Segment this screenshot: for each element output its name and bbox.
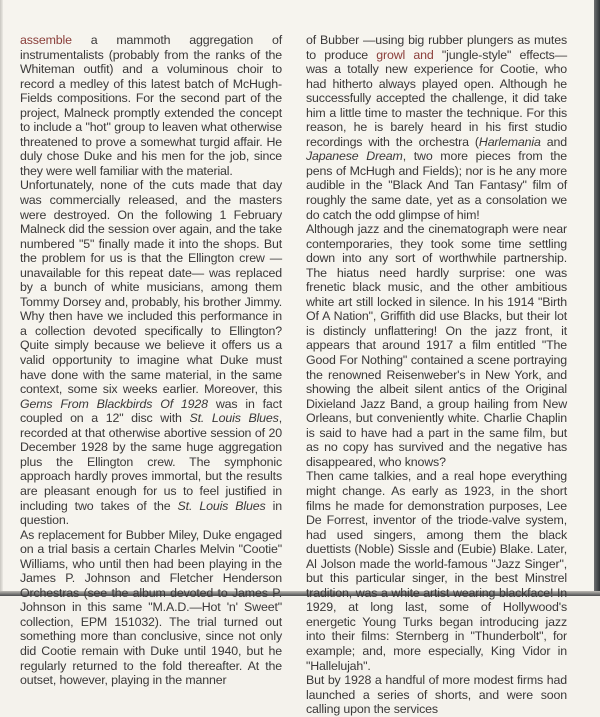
text-segment: was in fact coupled on a 12" disc with <box>20 396 282 426</box>
text-segment: Unfortunately, none of the cuts made that day was commercially released, and the masters were destroyed. On the following 1 February Malneck did the session over again, and the take numbered "5" finally made it into the shops. But the problem for us is that the Ellington crew — unavailable for this repeat date— was replaced by a bunch of white musicians, among them Tommy Dorsey and, probably, his brother Jimmy. Why then have we included this performance in a collection devoted specifically to Ellington? Quite simply because we believe it offers us a valid opportunity to imagine what Duke must have done with the same material, in the same context, some six weeks earlier. Moreover, this <box>20 178 282 397</box>
paragraph <box>306 469 567 673</box>
text-segment: a mammoth aggregation of instrumentalists (probably from the ranks of the Whiteman outfit) and a voluminous choir to record a medley of this latest batch of McHugh-Fields compositions. For the second part of the project, Malneck promptly extended the concept to include a "hot" group to leaven what otherwise threatened to prove a somewhat turgid affair. He duly chose Duke and his men for the job, since they were well familiar with the material. <box>20 33 282 178</box>
title-italic-text: Gems From Blackbirds Of 1928 <box>20 396 208 411</box>
text-segment: But by 1928 a handful of more modest firms had launched a series of shorts, and were soon calling upon the services <box>306 673 567 717</box>
text-segment: and <box>540 134 567 149</box>
text-segment: "jungle-style" effects— was a totally new experience for Cootie, who had hitherto always played open. Although he successfully accepted the challenge, it did take him a little time to master the technique. For this reason, he is barely heard in his first studio recordings with the orchestra ( <box>306 47 567 149</box>
text-segment: in question. <box>20 498 283 528</box>
paragraph <box>306 33 567 222</box>
text-segment: of Bubber —using big rubber plungers as mutes to produce <box>306 33 567 62</box>
paragraph <box>306 222 567 469</box>
text-segment: growl and <box>376 47 434 62</box>
text-segment: , recorded at that otherwise abortive session of 20 December 1928 by the same huge aggregation plus the Ellington crew. The symphonic approach hardly proves immortal, but the results are pleasant enough for us to feel justified in including two takes of the <box>20 411 282 513</box>
text-segment: assemble <box>20 33 72 47</box>
paragraph <box>20 528 282 688</box>
right-text-column <box>306 33 567 717</box>
page-right-edge-shadow <box>594 0 600 596</box>
text-segment: , two more pieces from the pens of McHugh and Fields); nor is he any more audible in the "Black And Tan Fantasy" film of roughly the same date, yet as a consolation we do catch the odd glimpse of him! <box>306 149 567 222</box>
paragraph <box>20 178 282 527</box>
title-italic-text: Japanese Dream <box>306 149 403 164</box>
title-italic-text: Harlemania <box>478 134 541 149</box>
text-segment: As replacement for Bubber Miley, Duke engaged on a trial basis a certain Charles Melvin "Cootie" Williams, who until then had been playing in the James P. Johnson and Fletcher Henderson Orchestras (see the album devoted to James P. Johnson in this same "M.A.D.—Hot 'n' Sweet" collection, EPM 151032). The trial turned out something more than conclusive, since not only did Cootie remain with Duke until 1940, but he regularly returned to the fold thereafter. At the outset, however, playing in the manner <box>20 527 282 688</box>
left-text-column <box>20 33 282 688</box>
text-segment: Although jazz and the cinematograph were near contemporaries, they took some time settling down into any sort of worthwhile partnership. The hiatus need hardly surprise: one was frenetic black music, and the other ambitious white art still locked in silence. In his 1914 "Birth Of A Nation", Griffith did use Blacks, but their lot is distincly unflattering! On the jazz front, it appears that around 1917 a film entitled "The Good For Nothing" contained a scene portraying the renowned Reisenweber's in New York, and showing the albeit silent antics of the Original Dixieland Jazz Band, a group hailing from New Orleans, but conveniently white. Charlie Chaplin is said to have had a part in the same film, but as no copy has survived and the negative has disappeared, who knows? <box>306 222 567 469</box>
title-italic-text: St. Louis Blues <box>189 411 279 426</box>
text-segment: Then came talkies, and a real hope everything might change. As early as 1923, in the short films he made for demonstration purposes, Lee De Forrest, inventor of the triode-valve system, had used singers, among them the black duettists (Noble) Sissle and (Eubie) Blake. Later, Al Jolson made the world-famous "Jazz Singer", but this particular singer, in the best Minstrel tradition, was a white artist wearing blackface! In 1929, at long last, some of Hollywood's energetic Young Turks began introducing jazz into their films: Sternberg in "Thunderbolt", for example; and, more especially, King Vidor in "Hallelujah". <box>306 469 567 673</box>
paragraph <box>20 33 282 178</box>
page-left-edge <box>0 0 3 596</box>
title-italic-text: St. Louis Blues <box>177 498 266 513</box>
paragraph <box>306 673 567 717</box>
